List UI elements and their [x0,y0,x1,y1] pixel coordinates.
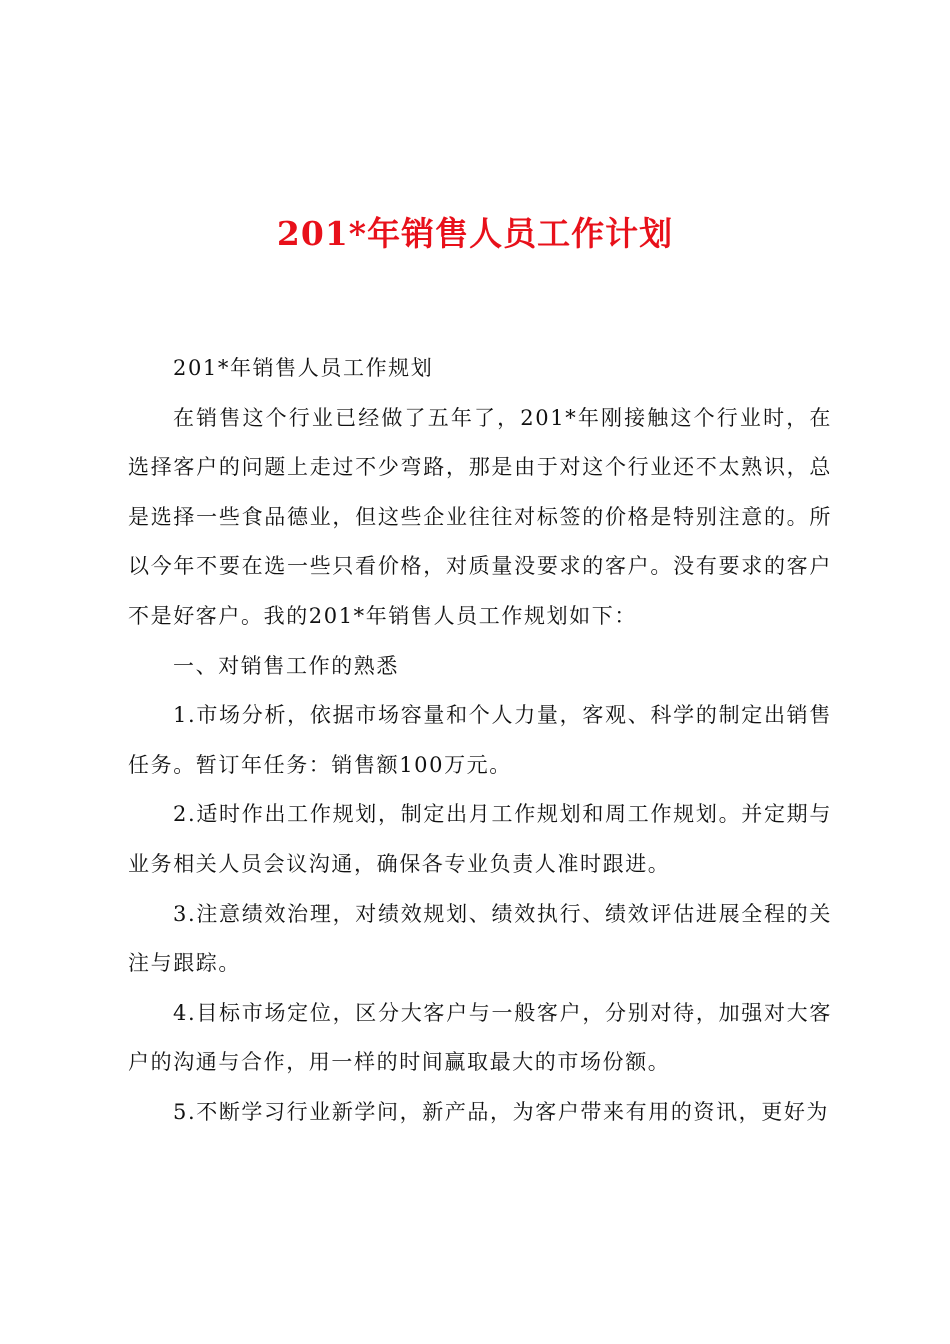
document-title: 201*年销售人员工作计划 [276,214,674,253]
list-item: 3.注意绩效治理，对绩效规划、绩效执行、绩效评估进展全程的关注与跟踪。 [128,901,832,976]
paragraph-subtitle: 201*年销售人员工作规划 [173,356,434,380]
list-item: 4.目标市场定位，区分大客户与一般客户，分别对待，加强对大客户的沟通与合作，用一样的时间赢取最大的市场份额。 [128,1000,832,1075]
document-body [128,344,832,1138]
paragraph-intro: 在销售这个行业已经做了五年了，201*年刚接触这个行业时，在选择客户的问题上走过不少弯路，那是由于对这个行业还不太熟识，总是选择一些食品德业，但这些企业往往对标签的价格是特别注意的。所以今年不要在选一些只看价格，对质量没要求的客户。没有要求的客户不是好客户。我的201*年销售人员工作规划如下： [128,405,832,628]
list-item: 1.市场分析，依据市场容量和个人力量，客观、科学的制定出销售任务。暂订年任务：销售额100万元。 [128,703,832,777]
list-item: 5.不断学习行业新学问，新产品，为客户带来有用的资讯，更好为 [173,1099,830,1124]
list-item: 2.适时作出工作规划，制定出月工作规划和周工作规划。并定期与业务相关人员会议沟通，确保各专业负责人准时跟进。 [128,802,832,876]
section-heading: 一、对销售工作的熟悉 [173,653,399,678]
